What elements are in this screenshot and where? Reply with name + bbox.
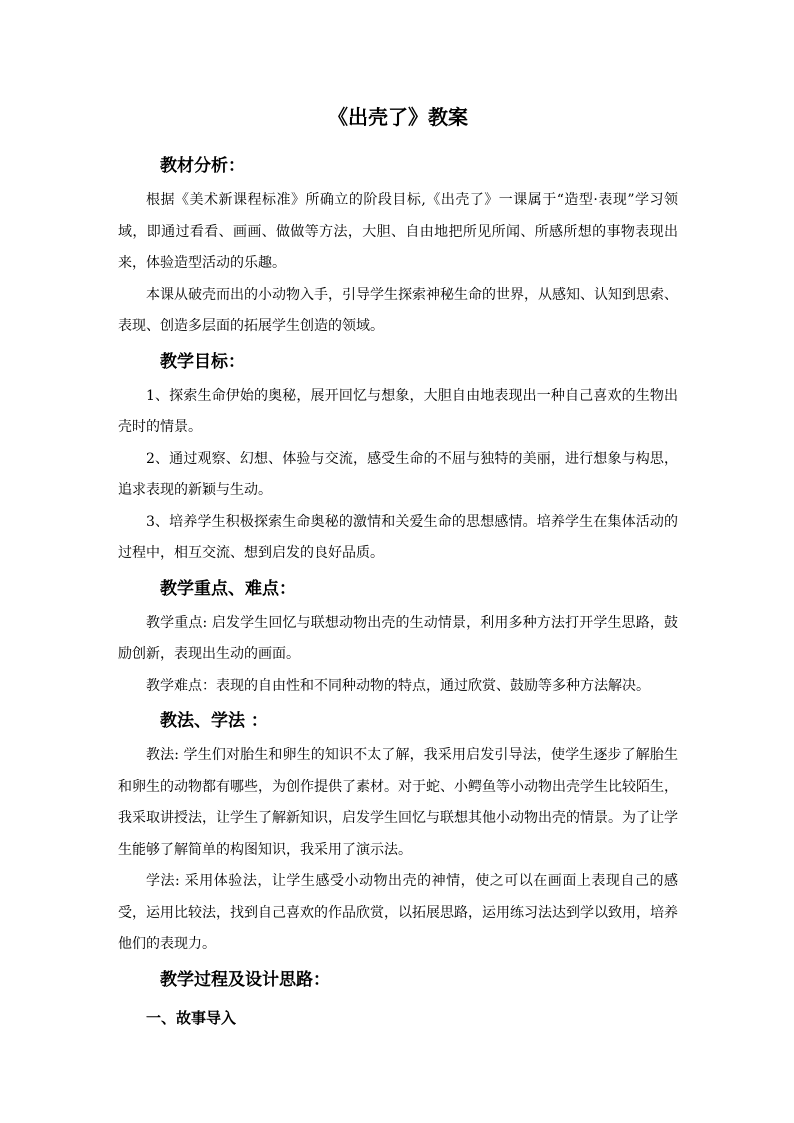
- subheading-story-intro: 一、故事导入: [146, 1008, 237, 1027]
- section-heading-methods: 教法、学法 ：: [160, 711, 268, 731]
- paragraph-method-teaching: 教法: 学生们对胎生和卵生的知识不太了解，我采用启发引导法，使学生逐步了解胎生和卵生的动物都有哪些，为创作提供了素材。对于蛇、小鳄鱼等小动物出壳学生比较陌生，我采取讲授法，让学生了解新知识，启发学生回忆与联想其他小动物出壳的情景。为了让学生能够了解简单的构图知识，我采用了演示法。: [118, 747, 678, 858]
- paragraph-keypoint-2: 教学难点：表现的自由性和不同种动物的特点，通过欣赏、鼓励等多种方法解决。: [146, 677, 650, 694]
- paragraph-keypoint-1: 教学重点: 启发学生回忆与联想动物出壳的生动情景，利用多种方法打开学生思路，鼓励创新，表现出生动的画面。: [118, 614, 678, 662]
- document-page: [118, 100, 678, 1037]
- paragraph-goal-3: 3、培养学生积极探索生命奥秘的激情和关爱生命的思想感情。培养学生在集体活动的过程中，相互交流、想到启发的良好品质。: [118, 513, 678, 561]
- paragraph-method-learning: 学法: 采用体验法，让学生感受小动物出壳的神情，使之可以在画面上表现自己的感受，运用比较法，找到自己喜欢的作品欣赏，以拓展思路，运用练习法达到学以致用，培养他们的表现力。: [118, 873, 678, 952]
- section-heading-keypoints: 教学重点、难点：: [160, 578, 296, 599]
- section-heading-analysis: 教材分析：: [160, 156, 245, 176]
- paragraph-analysis-2: 本课从破壳而出的小动物入手，引导学生探索神秘生命的世界，从感知、认知到思索、表现、创造多层面的拓展学生创造的领域。: [118, 286, 678, 334]
- document-title: 《出壳了》教案: [328, 105, 468, 129]
- paragraph-goal-1: 1、探索生命伊始的奥秘，展开回忆与想象，大胆自由地表现出一种自己喜欢的生物出壳时的情景。: [118, 387, 678, 435]
- paragraph-analysis-1: 根据《美术新课程标准》所确立的阶段目标,《出壳了》一课属于“造型·表现”学习领域，即通过看看、画画、做做等方法，大胆、自由地把所见所闻、所感所想的事物表现出来，体验造型活动的乐趣。: [118, 192, 678, 271]
- section-heading-goals: 教学目标：: [160, 351, 245, 372]
- paragraph-goal-2: 2、通过观察、幻想、体验与交流，感受生命的不屈与独特的美丽，进行想象与构思，追求表现的新颖与生动。: [118, 450, 678, 498]
- section-heading-process: 教学过程及设计思路：: [160, 969, 330, 990]
